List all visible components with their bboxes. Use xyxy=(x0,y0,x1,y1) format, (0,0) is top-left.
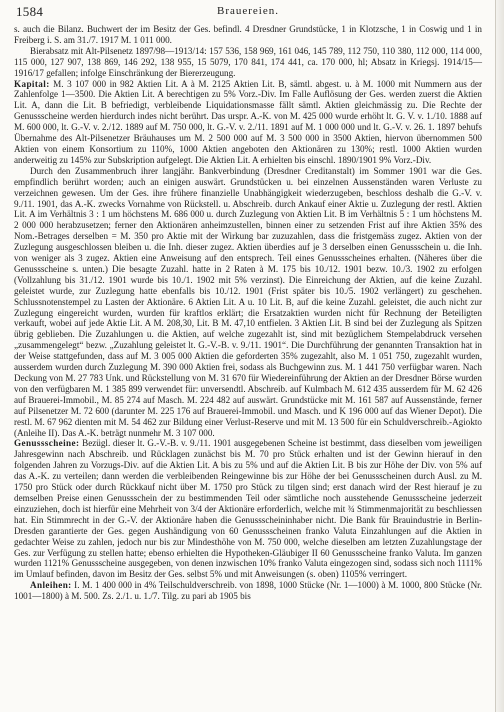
paragraph-bierabsatz: Bierabsatz mit Alt-Pilsenetz 1897/98—1913/14: 157 536, 158 969, 161 046, 145 789, 112 750, 110 380, 112 000, 114 000, 115 000, 127 907, 138 869, 146 292, 138 955, 15 5079, 170 841, 174 441, ca. 170 000, hl; Absatz in Kriegsj. 1914/15—1916/17 gefallen; infolge Einschränkung der Biererzeugung. xyxy=(14,45,482,78)
paragraph-zusammenbruch: Durch den Zusammenbruch ihrer langjähr. Bankverbindung (Dresdner Creditanstalt) im Sommer 1901 war die Ges. empfindlich berührt worden; auch an einigen auswärt. Grundstücken u. bei einzelnen Aussenständen waren Verluste zu verzeichnen gewesen. Um der Ges. ihre frühere finanzielle Unabhängigkeit wiederzugeben, beschloss deshalb die G.-V. v. 9./11. 1901, das A.-K. zwecks Vornahme von Rückstell. u. Abschreib. durch Ankauf einer Aktie u. Zuzlegung der restl. Aktien Lit. A im Verhältnis 3 : 1 um höchstens M. 686 000 u. durch Zuzlegung von Aktien Lit. B im Verhältnis 5 : 1 um höchstens M. 2 000 000 herabzusetzen; ferner den Aktionären anheimzustellen, binnen einer zu setzenden Frist auf ihre Aktien 35% des Nom.-Betrages derselben = M. 350 pro Aktie mit der Wirkung bar zuzuzahlen, dass die fristgemäss zugez. Aktien von der Zuzlegung ausgeschlossen bleiben u. die Inh. dieser zugez. Aktien überdies auf je 3 derselben einen Genussschein u. die Inh. von weniger als 3 zugez. Aktien eine Anweisung auf den entsprech. Teil eines Genussscheines erhalten. (Näheres über die Genussscheine s. unten.) Die besagte Zuzahl. hatte in 2 Raten à M. 175 bis 10./12. 1901 bezw. 10./3. 1902 zu erfolgen (Vollzahlung bis 31./12. 1901 wurde bis 10./1. 1902 mit 5% verzinst). Die Einreichung der Aktien, auf die keine Zuzahl. geleistet wurde, zur Zuzlegung hatte ebenfalls bis 10./12. 1901 (Frist später bis 10./5. 1902 verlängert) zu geschehen. Schlussnotenstempel zu Lasten der Aktionäre. 6 Aktien Lit. A u. 10 Lit. B, auf die keine Zuzahl. geleistet, die auch nicht zur Zuzlegung eingereicht wurden, wurden für kraftlos erklärt; die Ersatzaktien wurden nicht für Rechnung der Beteiligten verkauft, wobei auf jede Aktie Lit. A M. 208,30, Lit. B M. 47,10 entfielen. 3 Aktien Lit. B sind bei der Zuzlegung als Spitzen übrig geblieben. Die Zuzahlungen u. die Aktien, auf welche zugezahlt ist, sind mit bezüglichem Stempelabdruck versehen „zusammengelegt“ bezw. „Zuzahlung geleistet lt. G.-V.-B. v. 9./11. 1901“. Die Durchführung der genannten Transaktion hat in der Weise stattgefunden, dass auf M. 3 005 000 Aktien die geforderten 35% zugezahlt, also M. 1 051 750, zugezahlt wurden, ausserdem wurden durch Zuzlegung M. 390 000 Aktien frei, sodass als Buchgewinn zus. M. 1 441 750 verfügbar waren. Nach Deckung von M. 27 783 Unk. und Rückstellung von M. 31 670 für Wiedereinführung der Aktien an der Dresdner Börse wurden von den verfügbaren M. 1 385 899 verwendet für: unversendtl. Abschreib. auf Kulmbach M. 612 435 ausserdem für M. 62 426 auf Brauerei-Immobil., M. 85 274 auf Masch. M. 224 482 auf auswärt. Grundstücke mit M. 161 587 auf Aussenstände, ferner auf Pilsenetzer M. 72 600 (darunter M. 225 176 auf Brauerei-Immobil. und Masch. und K 196 000 auf das Wiener Depot). Die restl. M. 67 962 dienten mit M. 54 462 zur Bildung einer Verlust-Reserve und mit M. 13 500 für ein Schuldverschreib.-Agiokto (Anleihe II). Das A.-K. beträgt nunmehr M. 3 107 000. xyxy=(14,165,482,438)
section-heading: Anleihen: xyxy=(30,580,72,591)
page-header xyxy=(14,4,482,20)
paragraph-kapital: Kapital: M. 3 107 000 in 982 Aktien Lit. A à M. 2125 Aktien Lit. B, sämtl. abgest. u. à M. 1000 mit Nummern aus der Zahlenfolge 1—3500. Die Aktien Lit. A berechtigen zu 5% Vorz.-Div. Im Falle Auflösung der Ges. werden zuerst die Aktien Lit. A, dann die Lit. B befriedigt, verbleibende Liquidationsmasse fällt sämtl. Aktien gleichmässig zu. Die Rechte der Genussscheine werden hierdurch indes nicht berührt. Das urspr. A.-K. von M. 425 000 wurde erhöht lt. G. V. v. 1./10. 1888 auf M. 600 000, lt. G.-V. v. 2./12. 1889 auf M. 750 000, lt. G.-V. v. 2./11. 1891 auf M. 1 000 000 und lt. G.-V. v. 26. 1. 1897 behufs Übernahme des Alt-Pilsenetzer Bräuhauses um M. 2 500 000 auf M. 3 500 000 in 3500 Aktien, hiervon übernommen 500 Aktien von einem Konsortium zu 110%, 1000 Aktien angeboten den Aktionären zu 130%; restl. 1000 Aktien wurden anderweitig zu 145% zur Subskription aufgelegt. Die Aktien Lit. A erhielten bis einschl. 1890/1901 9% Vorz.-Div. xyxy=(14,78,482,165)
section-heading: Genussscheine: xyxy=(14,438,80,449)
page-number: 1584 xyxy=(16,4,44,19)
paragraph-bilanz: s. auch die Bilanz. Buchwert der im Besitz der Ges. befindl. 4 Dresdner Grundstücke, 1 in Klotzsche, 1 in Coswig und 1 in Freiberg i. S. am 31./7. 1917 M. 1 011 000. xyxy=(14,24,482,45)
running-head: Brauereien. xyxy=(217,5,279,17)
paragraph-anleihen: Anleihen: I. M. 1 400 000 in 4% Teilschuldverschreib. von 1898, 1000 Stücke (Nr. 1—1000) à M. 1000, 800 Stücke (Nr. 1001—1800) à M. 500. Zs. 2./1. u. 1./7. Tilg. zu pari ab 1905 bis xyxy=(14,580,482,602)
paragraph-genussscheine: Genussscheine: Bezügl. dieser lt. G.-V.-B. v. 9./11. 1901 ausgegebenen Scheine ist bestimmt, dass dieselben vom jeweiligen Jahresgewinn nach Abschreib. und Rücklagen zunächst bis M. 70 pro Stück erhalten und ist der Gewinn hierauf in den folgenden Jahren zu Vorzugs-Div. auf die Aktien Lit. A bis zu 5% und auf die Aktien Lit. B bis zur Höhe der Div. von 5% auf das A.-K. zu verteilen; dann werden die verbleibenden Reingewinne bis zur Höhe der bei Genussscheinen durch Ausl. zu M. 1750 pro Stück oder durch Rückkauf nicht über M. 1750 pro Stück zu tilgen sind; erst danach wird der Rest hierauf je zu demselben Preise einen Genussschein der zu bestimmenden Teil oder sämtliche noch ausstehende Genussscheine jederzeit einzuziehen, doch ist hierfür eine Mehrheit von 3/4 der Aktionäre erforderlich, welche mit ¾ Stimmenmajorität zu beschliessen hat. Ein Stimmrecht in der G.-V. der Aktionäre haben die Genussscheininhaber nicht. Die Bank für Brauindustrie in Berlin-Dresden garantierte der Ges. gegen Aushändigung von 60 Genussscheinen franko Valuta Einzahlungen auf die Aktien in gedachter Weise zu zahlen, jedoch nur bis zur Mindesthöhe von M. 750 000, welche dieselben am letzten Zuzahlungstage der Ges. zur Verfügung zu stellen hatte; ebenso erhielten die Hypotheken-Gläubiger II 60 Genussscheine franko Valuta. Im ganzen wurden 1121% Genussscheine ausgegeben, von denen inzwischen 10% franko Valuta eingezogen sind, sodass sich noch 1111% im Umlauf befinden, davon im Besitz der Ges. selbst 5% und mit Anweisungen (s. oben) 1105% verringert. xyxy=(14,438,482,580)
section-heading: Kapital: xyxy=(14,78,50,89)
page-edge xyxy=(495,0,504,712)
body-text xyxy=(14,24,482,602)
